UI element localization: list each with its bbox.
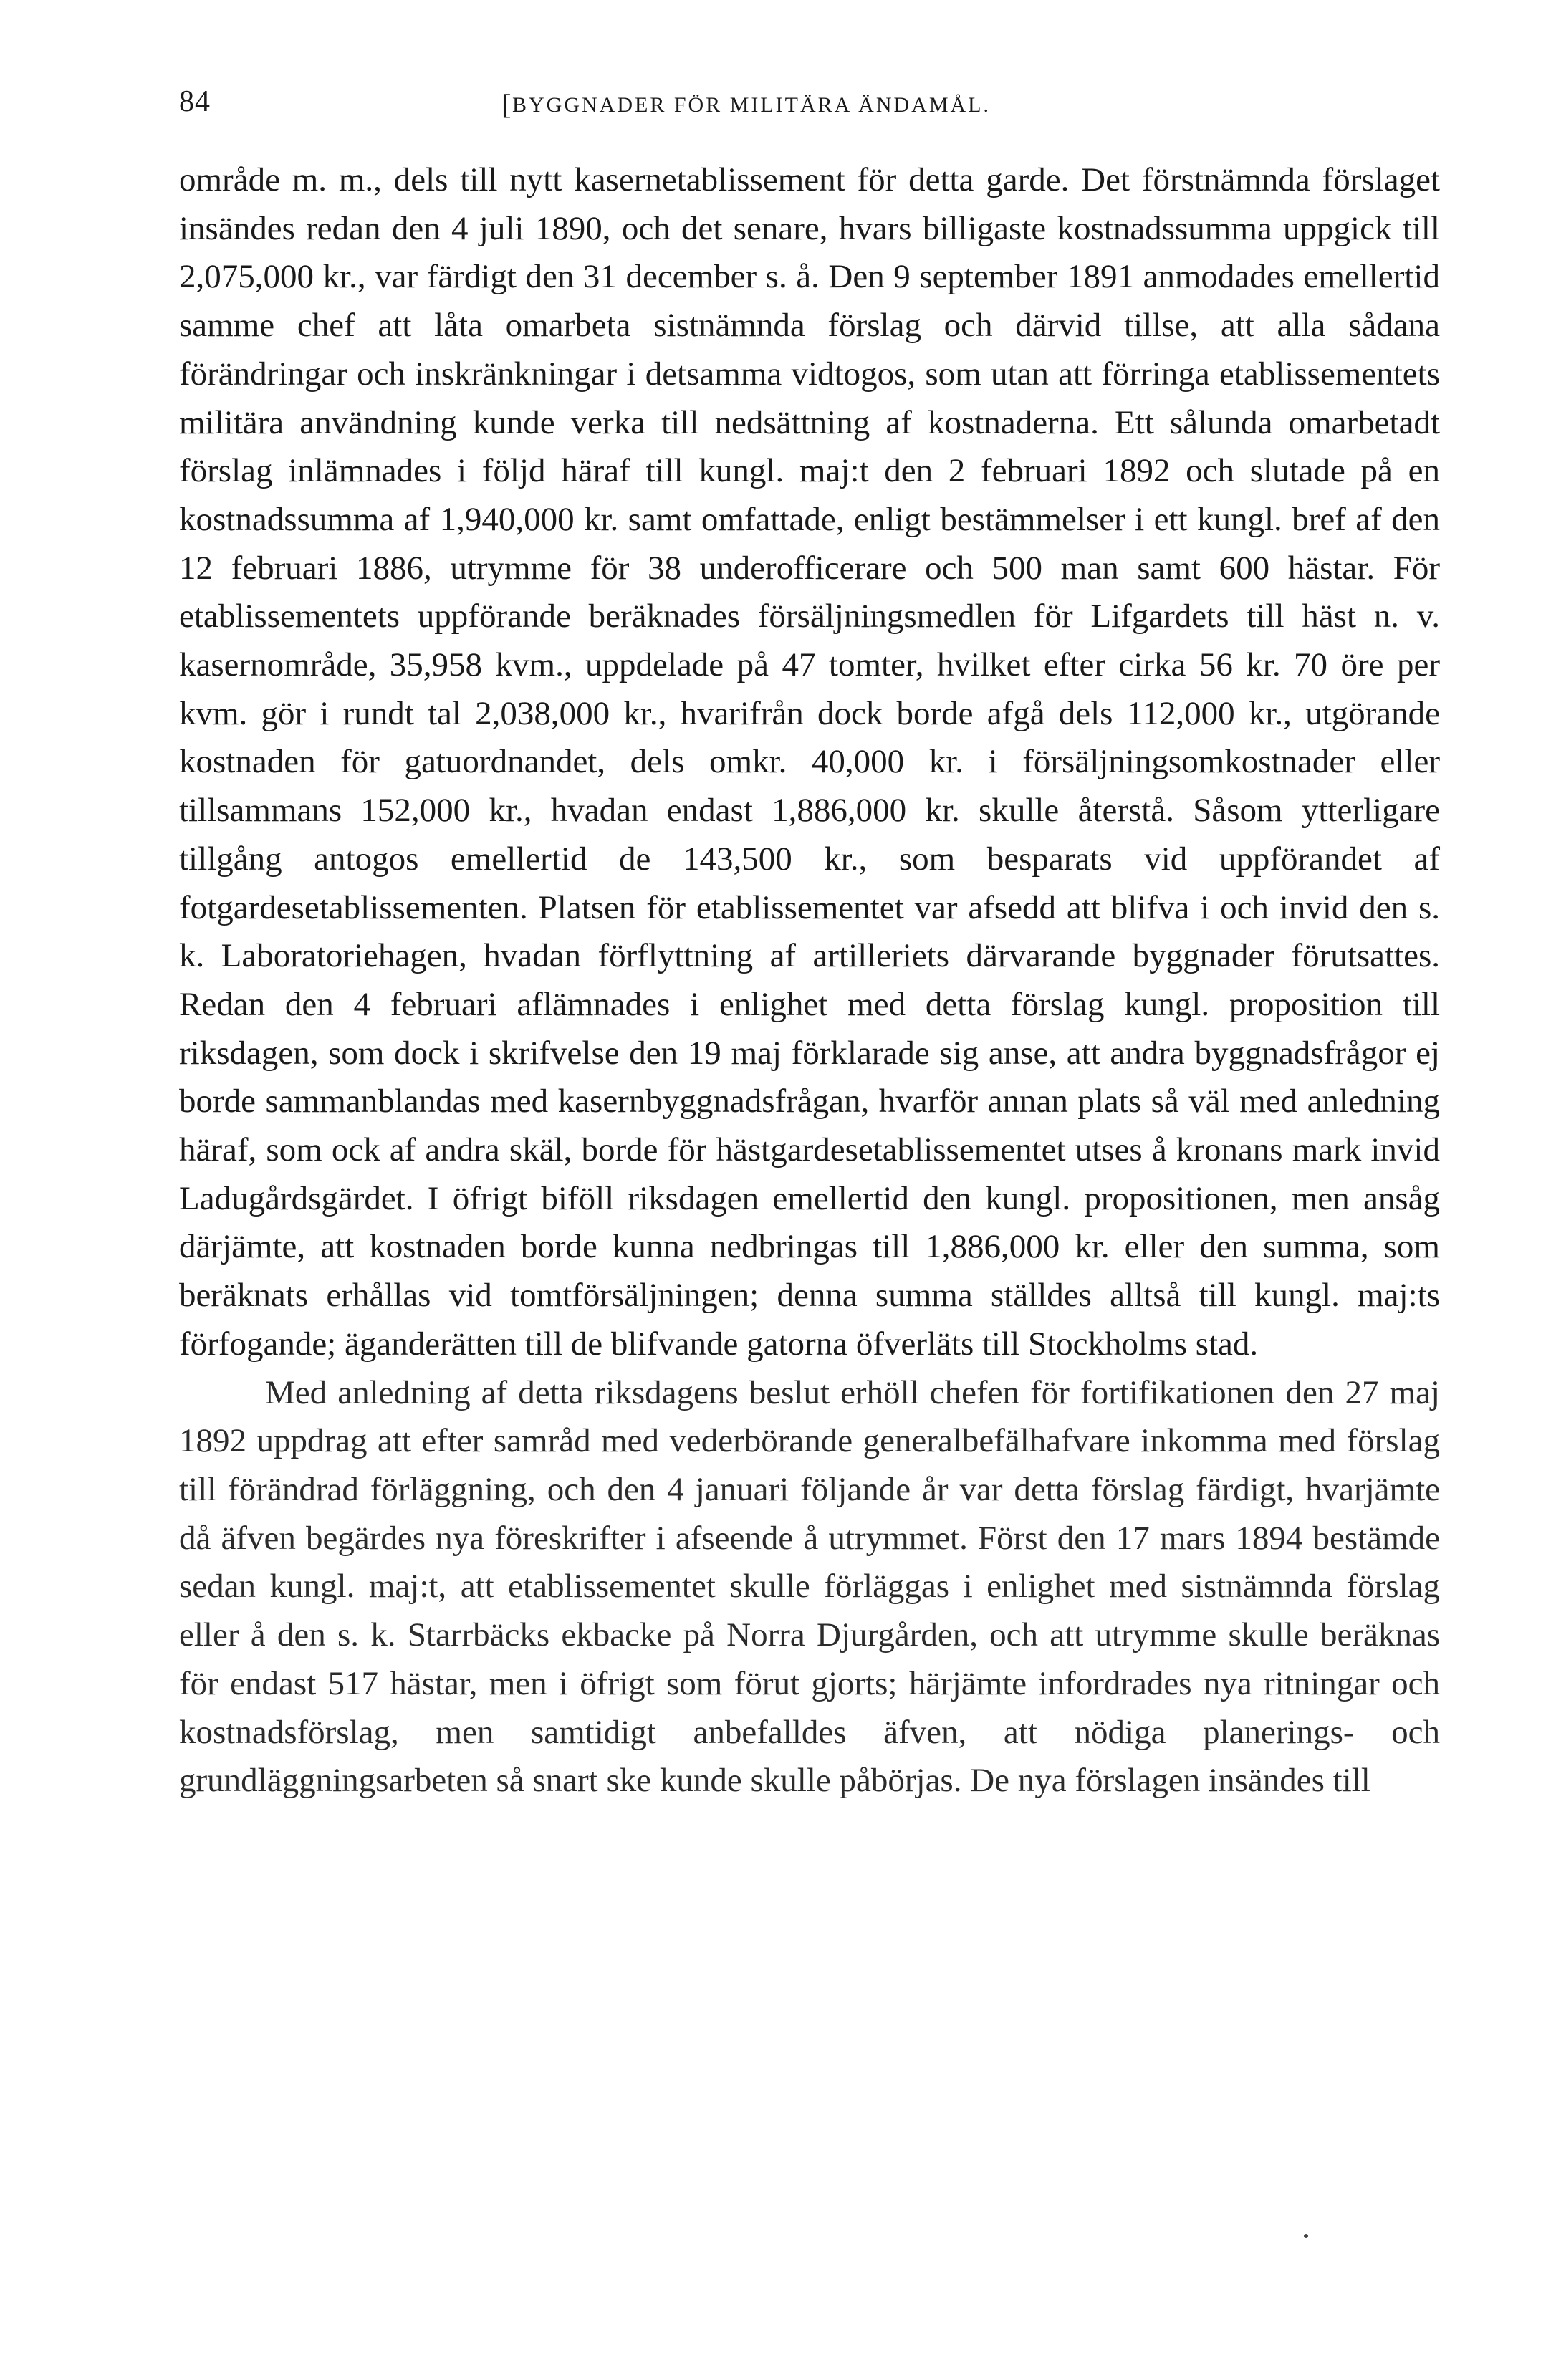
- paragraph: Med anledning af detta riksdagens beslut erhöll chefen för fortifikationen den 27 maj 1892 uppdrag att efter samråd med vederbörande generalbefälhafvare inkomma med förslag till förändrad förläggning, och den 4 januari följande år var detta förslag färdigt, hvarjämte då äfven begärdes nya föreskrifter i afseende å utrymmet. Först den 17 mars 1894 bestämde sedan kungl. maj:t, att etablissementet skulle förläggas i enlighet med sistnämnda förslag eller å den s. k. Starrbäcks ekbacke på Norra Djurgården, och att utrymme skulle beräknas för endast 517 hästar, men i öfrigt som förut gjorts; härjämte infordrades nya ritningar och kostnadsförslag, men samtidigt anbefalldes äfven, att nödiga planerings- och grundläggningsarbeten så snart ske kunde skulle påbörjas. De nya förslagen insändes till: [179, 1373, 1440, 1800]
- page-number: 84: [179, 85, 211, 118]
- page-header: [179, 85, 1440, 135]
- header-bracket: [: [501, 88, 512, 120]
- ink-speck: [1304, 2234, 1308, 2238]
- running-head: BYGGNADER FÖR MILITÄRA ÄNDAMÅL.: [512, 93, 991, 117]
- paragraph: område m. m., dels till nytt kasernetablissement för detta garde. Det förstnämnda förslaget insändes redan den 4 juli 1890, och det senare, hvars billigaste kostnadssumma uppgick till 2,075,000 kr., var färdigt den 31 december s. å. Den 9 september 1891 anmodades emellertid samme chef att låta omarbeta sistnämnda förslag och därvid tillse, att alla sådana förändringar och inskränkningar i detsamma vidtogos, som utan att förringa etablissementets militära användning kunde verka till nedsättning af kostnaderna. Ett sålunda omarbetadt förslag inlämnades i följd häraf till kungl. maj:t den 2 februari 1892 och slutade på en kostnadssumma af 1,940,000 kr. samt omfattade, enligt bestämmelser i ett kungl. bref af den 12 februari 1886, utrymme för 38 underofficerare och 500 man samt 600 hästar. För etablissementets uppförande beräknades försäljningsmedlen för Lifgardets till häst n. v. kasernområde, 35,958 kvm., uppdelade på 47 tomter, hvilket efter cirka 56 kr. 70 öre per kvm. gör i rundt tal 2,038,000 kr., hvarifrån dock borde afgå dels 112,000 kr., utgörande kostnaden för gatuordnandet, dels omkr. 40,000 kr. i försäljningsomkostnader eller tillsammans 152,000 kr., hvadan endast 1,886,000 kr. skulle återstå. Såsom ytterligare tillgång antogos emellertid de 143,500 kr., som besparats vid uppförandet af fotgardesetablissementen. Platsen för etablissementet var afsedd att blifva i och invid den s. k. Laboratoriehagen, hvadan förflyttning af artilleriets därvarande byggnader förutsattes. Redan den 4 februari aflämnades i enlighet med detta förslag kungl. proposition till riksdagen, som dock i skrifvelse den 19 maj förklarade sig anse, att andra byggnadsfrågor ej borde sammanblandas med kasernbyggnadsfrågan, hvarför annan plats så väl med anledning häraf, som ock af andra skäl, borde för hästgardesetablissementet utses å kronans mark invid Ladugårdsgärdet. I öfrigt biföll riksdagen emellertid den kungl. propositionen, men ansåg därjämte, att kostnaden borde kunna nedbringas till 1,886,000 kr. eller den summa, som beräknats erhållas vid tomtförsäljningen; denna summa ställdes alltså till kungl. maj:ts förfogande; äganderätten till de blifvande gatorna öfverläts till Stockholms stad.: [179, 161, 1440, 1363]
- body-text: [179, 156, 1440, 1805]
